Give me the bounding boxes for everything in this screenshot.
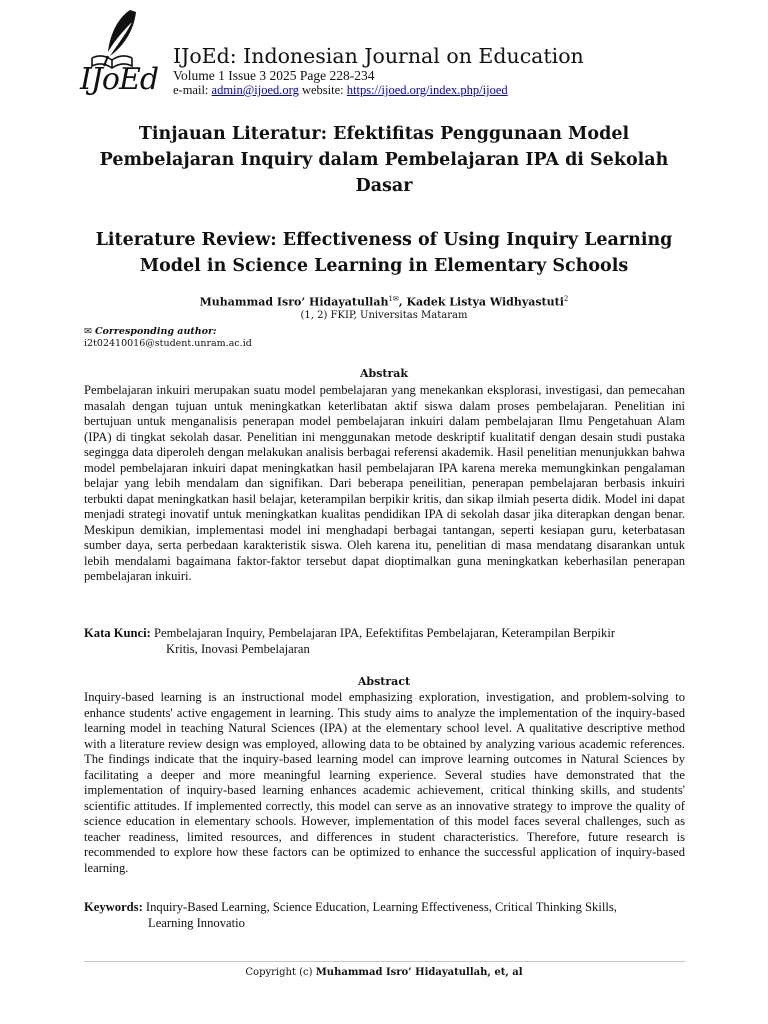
title-indonesian: Tinjauan Literatur: Efektifitas Penggunaan Model Pembelajaran Inquiry dalam Pembelajaran IPA di Sekolah Dasar [99,124,669,196]
author-2: Kadek Listya Widhyastuti [406,295,564,309]
keywords-line1: Inquiry-Based Learning, Science Education, Learning Effectiveness, Critical Thinking Skills, [145,900,617,914]
website-label: website: [298,83,347,97]
author-line [84,292,684,310]
author-1: Muhammad Isro’ Hidayatullah [199,295,389,309]
email-label: e-mail: [173,83,212,97]
footer-copyright [84,966,684,980]
title-english: Literature Review: Effectiveness of Using Inquiry Learning Model in Science Learning in Elementary Schools [95,230,673,276]
kata-kunci-line2: Kritis, Inovasi Pembelajaran [166,642,310,656]
kata-kunci-line1: Pembelajaran Inquiry, Pembelajaran IPA, Eefektifitas Pembelajaran, Keterampilan Berpikir [153,626,616,640]
logo-text: IJoEd [80,62,159,97]
copyright-label: Copyright (c) [245,967,316,978]
author-separator: , [398,295,407,309]
abstract-text: Inquiry-based learning is an instructional model emphasizing exploration, investigation, and problem-solving to enhance students' active engagement in learning. This study aims to analyze the implementation of the inquiry-based learning model in teaching Natural Sciences (IPA) at the elementary school level. A qualitative descriptive method with a literature review design was employed, allowing data to be obtained by analyzing various academic references. The findings indicate that the inquiry-based learning model can improve learning outcomes in Natural Sciences by facilitating a deeper and more meaningful learning experience. Several studies have demonstrated that the implementation of inquiry-based learning enhances academic achievement, critical thinking skills, and students' scientific attitudes. If implemented correctly, this model can serve as an innovative strategy to improve the quality of science education in elementary schools. However, implementation of this model faces several challenges, such as teacher readiness, limited resources, and differences in student characteristics. Therefore, future research is recommended to explore how these factors can be optimized to enhance the successful application of inquiry-based learning. [84,690,685,875]
author-2-sup: 2 [563,295,569,303]
kata-kunci-label: Kata Kunci: [84,626,151,640]
journal-header [173,44,693,97]
author-1-sup: 1✉ [388,295,399,303]
kata-kunci [84,625,685,657]
keywords-label: Keywords: [84,900,143,914]
keywords [84,899,685,931]
journal-name: IJoEd: Indonesian Journal on Education [173,44,584,68]
footer-divider [84,961,686,962]
corresponding-label: Corresponding author: [95,326,217,337]
abstrak-heading: Abstrak [359,367,409,380]
website-link[interactable]: https://ijoed.org/index.php/ijoed [346,83,508,97]
abstrak-text: Pembelajaran inkuiri merupakan suatu model pembelajaran yang menekankan eksplorasi, investigasi, dan pemecahan masalah dengan tujuan untuk meningkatkan keterlibatan aktif siswa dalam proses pembelajaran. Penelitian ini bertujuan untuk menganalisis penerapan model pembelajaran inkuiri dalam pembelajaran Ilmu Pengetahuan Alam (IPA) di tingkat sekolah dasar. Penelitian ini menggunakan metode deskriptif kualitatif dengan desain studi pustaka segingga data diperoleh dengan melakukan analisis berbagai referensi akademik. Hasil penelitian menunjukkan bahwa model pembelajaran inkuiri dapat meningkatkan hasil pembelajaran IPA karena mereka memungkinkan pengalaman belajar yang lebih mendalam dan signifikan. Dari beberapa peneilitian, penerapan pembelajaran berbasis inkuiri terbukti dapat meningkatkan hasil belajar, keterampilan berpikir kritis, dan sikap ilmiah peserta didik. Model ini dapat menjadi strategi inovatif untuk meningkatkan kualitas pendidikan IPA di sekolah dasar jika diterapkan dengan benar. Meskipun demikian, implementasi model ini menghadapi berbagai tantangan, seperti kesiapan guru, keterbatasan sumber daya, serta perbedaan karakteristik siswa. Oleh karena itu, penelitian di masa mendatang disarankan untuk lebih mendalami bagaimana faktor-faktor tersebut dapat dioptimalkan guna meningkatkan keberhasilan penerapan pembelajaran inkuiri. [84,383,685,583]
contact-line [173,83,693,97]
affiliation: (1, 2) FKIP, Universitas Mataram [300,310,468,321]
envelope-icon: ✉ [84,326,92,337]
abstract-heading: Abstract [357,675,411,688]
copyright-holder: Muhammad Isro’ Hidayatullah, et, al [315,967,523,978]
keywords-line2: Learning Innovatio [148,916,245,930]
email-link[interactable]: admin@ijoed.org [211,83,299,97]
corresponding-email: i2t02410016@student.unram.ac.id [84,338,252,349]
volume-line: Volume 1 Issue 3 2025 Page 228-234 [173,68,375,83]
corresponding-author [84,326,252,350]
